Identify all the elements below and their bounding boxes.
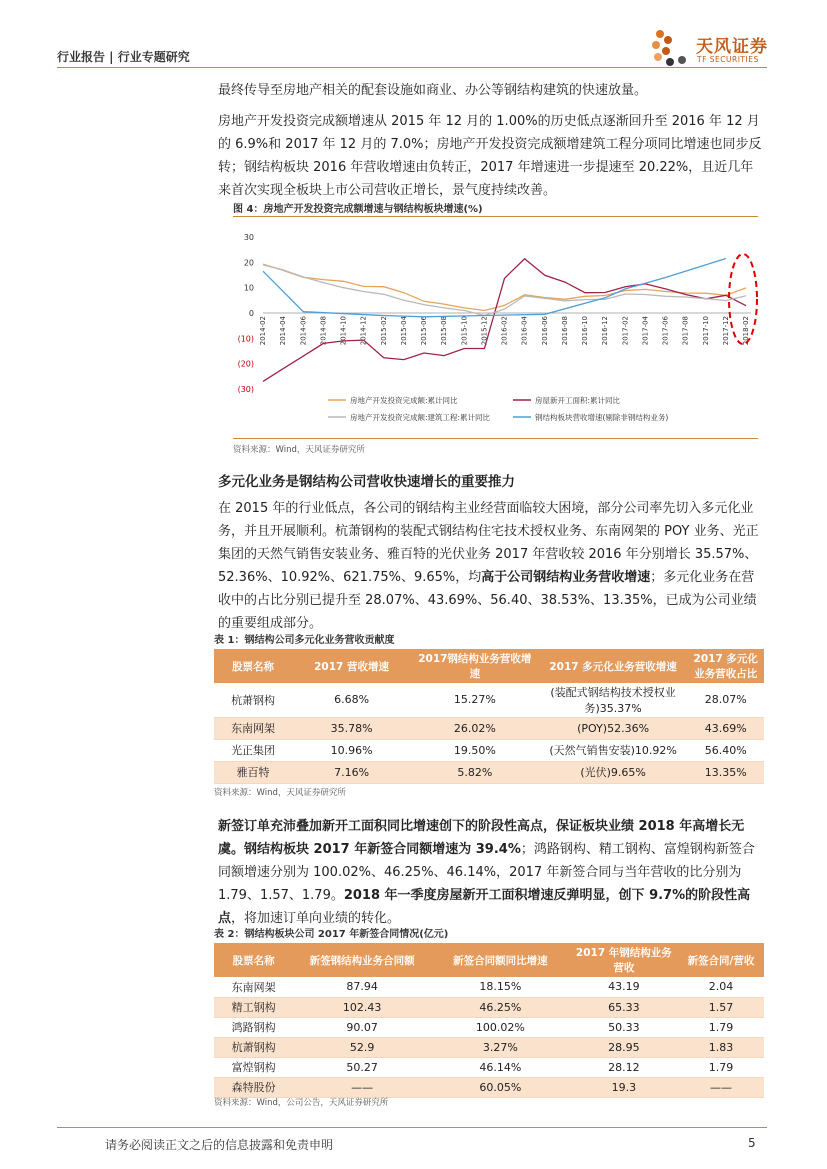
paragraph-2: 房地产开发投资完成额增速从 2015 年 12 月的 1.00%的历史低点逐渐回升至 2016 年 12 月的 6.9%和 2017 年 12 月的 7.0%；房地产开发投资完成额增建筑工程分项同比增速也同步反转；钢结构板块 2016 年营收增速由负转正，2017 年增速进一步提速至 20.22%，且近几年来首次实现全板块上市公司营收正增长，景气度持续改善。 (218, 114, 762, 198)
table-cell: 1.57 (678, 997, 764, 1017)
x-tick-label: 2016-02 (500, 316, 509, 346)
paragraph-3-bold: 高于公司钢结构业务营收增速 (481, 570, 651, 585)
table-row (214, 1077, 764, 1097)
table-cell: 19.3 (570, 1077, 678, 1097)
table-cell: 2.04 (678, 977, 764, 997)
x-tick-label: 2015-12 (480, 316, 489, 346)
legend-label: 房屋新开工面积:累计同比 (535, 396, 621, 405)
table-cell: 28.07% (688, 683, 765, 717)
x-tick-label: 2016-12 (601, 316, 610, 346)
x-tick-label: 2015-06 (420, 316, 428, 346)
table-cell: 光正集团 (214, 739, 292, 761)
table-cell: 28.95 (570, 1037, 678, 1057)
paragraph-4-text-d: ，将加速订单向业绩的转化。 (231, 911, 401, 926)
x-tick-label: 2018-02 (742, 316, 750, 346)
x-tick-label: 2015-08 (440, 316, 449, 346)
x-tick-label: 2016-04 (520, 316, 529, 346)
table-row (214, 739, 764, 761)
x-tick-label: 2016-08 (560, 316, 569, 346)
header-divider (57, 67, 767, 68)
table1-source: 资料来源：Wind，天风证券研究所 (214, 788, 346, 798)
table-cell: 100.02% (431, 1017, 570, 1037)
table1-header-cell: 股票名称 (214, 649, 292, 683)
table-cell: 6.68% (292, 683, 411, 717)
table-cell: 13.35% (688, 761, 765, 783)
table-cell: 东南网架 (214, 977, 293, 997)
y-tick-label: (10) (237, 334, 254, 344)
paragraph-3-text-a: 在 2015 年的行业低点，各公司的钢结构主业经营面临较大困境，部分公司率先切入多元化业务，并且开展顺利。杭萧钢构的装配式钢结构住宅技术授权业务、东南网架的 POY 业务、光正集团的天然气销售安装业务、雅百特的光伏业务 2017 年营收较 2016 年分别增长 35.57%、52.36%、10.92%、621.75%、9.65%，均 (218, 501, 759, 585)
table-cell: 杭萧钢构 (214, 1037, 293, 1057)
y-tick-label: 20 (243, 258, 254, 268)
table-cell: 10.96% (292, 739, 411, 761)
table-cell: 1.83 (678, 1037, 764, 1057)
x-tick-label: 2014-06 (299, 316, 308, 346)
table-cell: (装配式钢结构技术授权业务)35.37% (539, 683, 688, 717)
x-tick-label: 2015-04 (399, 316, 408, 346)
table-cell: 3.27% (431, 1037, 570, 1057)
header-title: 行业报告 | 行业专题研究 (57, 50, 190, 64)
x-tick-label: 2015-10 (460, 316, 469, 346)
table-cell: 46.14% (431, 1057, 570, 1077)
figure-bottom-rule (233, 438, 758, 439)
table-cell: (光伏)9.65% (539, 761, 688, 783)
y-tick-label: 10 (243, 283, 254, 293)
table-row (214, 977, 764, 997)
x-tick-label: 2017-04 (641, 316, 650, 346)
legend-label: 房地产开发投资完成额:累计同比 (350, 396, 458, 405)
x-tick-label: 2014-04 (279, 316, 288, 346)
table-cell: 28.12 (570, 1057, 678, 1077)
table-row (214, 761, 764, 783)
logo-subtext: TF SECURITIES (697, 55, 759, 64)
x-tick-label: 2014-10 (339, 316, 348, 346)
table-cell: 50.27 (293, 1057, 431, 1077)
table-cell: 森特股份 (214, 1077, 293, 1097)
table-cell: (天然气销售安装)10.92% (539, 739, 688, 761)
table-cell: 5.82% (411, 761, 539, 783)
footer-divider (57, 1127, 767, 1128)
table-cell: (POY)52.36% (539, 717, 688, 739)
table1-title: 表 1：钢结构公司多元化业务营收贡献度 (214, 635, 395, 646)
paragraph-4 (218, 815, 763, 930)
table2-header-cell: 2017 年钢结构业务营收 (570, 943, 678, 977)
table2-source: 资料来源：Wind，公司公告，天风证券研究所 (214, 1098, 389, 1108)
table1-header-cell: 2017 多元化业务营收增速 (539, 649, 688, 683)
paragraph-4-bold-c: 2018 年一季度房屋新开工面积增速反弹明显，创下 9.7%的阶段性高点 (218, 888, 751, 926)
table-cell: 18.15% (431, 977, 570, 997)
line-chart (228, 222, 763, 437)
table-cell: 7.16% (292, 761, 411, 783)
table-cell: —— (678, 1077, 764, 1097)
table2-title: 表 2：钢结构板块公司 2017 年新签合同情况(亿元) (214, 929, 449, 940)
x-tick-label: 2016-10 (581, 316, 589, 346)
table-cell: 1.79 (678, 1017, 764, 1037)
table2-header-cell: 股票名称 (214, 943, 293, 977)
table1-header-cell: 2017 多元化业务营收占比 (688, 649, 765, 683)
x-tick-label: 2014-12 (359, 316, 368, 346)
table-row (214, 1057, 764, 1077)
y-tick-label: 0 (248, 309, 254, 318)
x-tick-label: 2017-06 (661, 316, 670, 346)
paragraph-3 (218, 497, 763, 635)
series-line (263, 264, 746, 310)
table1-header-cell: 2017 营收增速 (292, 649, 411, 683)
paragraph-1: 最终传导至房地产相关的配套设施如商业、办公等钢结构建筑的快速放量。 (218, 83, 648, 98)
table-cell: 90.07 (293, 1017, 431, 1037)
x-tick-label: 2017-02 (621, 316, 630, 346)
table-cell: 精工钢构 (214, 997, 293, 1017)
table1-header-cell: 2017钢结构业务营收增速 (411, 649, 539, 683)
table-cell: 东南网架 (214, 717, 292, 739)
table-cell: 鸿路钢构 (214, 1017, 293, 1037)
table-cell: 50.33 (570, 1017, 678, 1037)
table-cell: 60.05% (431, 1077, 570, 1097)
table-cell: 雅百特 (214, 761, 292, 783)
table-cell: 43.19 (570, 977, 678, 997)
legend-label: 钢结构板块营收增速(剔除非钢结构业务) (535, 413, 669, 422)
table-row (214, 683, 764, 717)
table1 (214, 649, 764, 784)
x-tick-label: 2017-12 (721, 316, 730, 346)
page-number: 5 (748, 1136, 756, 1150)
figure-top-rule (233, 216, 758, 217)
y-tick-label: (30) (237, 385, 254, 394)
table-cell: 43.69% (688, 717, 765, 739)
table2-header-cell: 新签合同/营收 (678, 943, 764, 977)
x-tick-label: 2017-08 (681, 316, 690, 346)
table-cell: 15.27% (411, 683, 539, 717)
table-row (214, 1037, 764, 1057)
table-cell: 102.43 (293, 997, 431, 1017)
table2 (214, 943, 764, 1098)
table-cell: 杭萧钢构 (214, 683, 292, 717)
paragraph-3-text-c: ；多元化业务在营收中的占比分别已提升至 28.07%、43.69%、56.40、38.53%、13.35%，已成为公司业绩的重要组成部分。 (218, 570, 757, 631)
flower-logo-icon (648, 26, 696, 70)
y-tick-label: (20) (237, 359, 254, 369)
section-heading: 多元化业务是钢结构公司营收快速增长的重要推力 (218, 474, 515, 490)
x-tick-label: 2016-06 (540, 316, 549, 346)
paragraph-4-bold-a: 新签订单充沛叠加新开工面积同比增速创下的阶段性高点，保证板块业绩 2018 年高增长无虞。钢结构板块 2017 年新签合同额增速为 39.4% (218, 819, 745, 857)
table-row (214, 717, 764, 739)
table-row (214, 997, 764, 1017)
table-cell: 87.94 (293, 977, 431, 997)
paragraph-4-text-b: ；鸿路钢构、精工钢构、富煌钢构新签合同额增速分别为 100.02%、46.25%、46.14%，2017 年新签合同与当年营收的比分别为 1.79、1.57、1.79。 (218, 842, 755, 903)
x-tick-label: 2014-08 (319, 316, 328, 346)
table-cell: 1.79 (678, 1057, 764, 1077)
table-cell: 26.02% (411, 717, 539, 739)
table-cell: —— (293, 1077, 431, 1097)
table-cell: 35.78% (292, 717, 411, 739)
table-cell: 52.9 (293, 1037, 431, 1057)
table-cell: 65.33 (570, 997, 678, 1017)
y-tick-label: 30 (243, 233, 254, 242)
table2-header-cell: 新签合同额同比增速 (431, 943, 570, 977)
table-cell: 46.25% (431, 997, 570, 1017)
figure-title: 图 4：房地产开发投资完成额增速与钢结构板块增速(%) (233, 204, 483, 215)
table2-header-cell: 新签钢结构业务合同额 (293, 943, 431, 977)
legend-label: 房地产开发投资完成额:建筑工程:累计同比 (350, 413, 491, 422)
x-tick-label: 2017-10 (701, 316, 710, 346)
figure-source: 资料来源：Wind，天风证券研究所 (233, 445, 365, 455)
table-row (214, 1017, 764, 1037)
footer-disclaimer: 请务必阅读正文之后的信息披露和免责申明 (105, 1138, 334, 1152)
table-cell: 56.40% (688, 739, 765, 761)
table-cell: 富煌钢构 (214, 1057, 293, 1077)
series-line (263, 265, 746, 316)
x-tick-label: 2015-02 (379, 316, 388, 346)
logo-text: 天风证券 (696, 37, 768, 57)
x-tick-label: 2014-02 (259, 316, 267, 346)
table-cell: 19.50% (411, 739, 539, 761)
